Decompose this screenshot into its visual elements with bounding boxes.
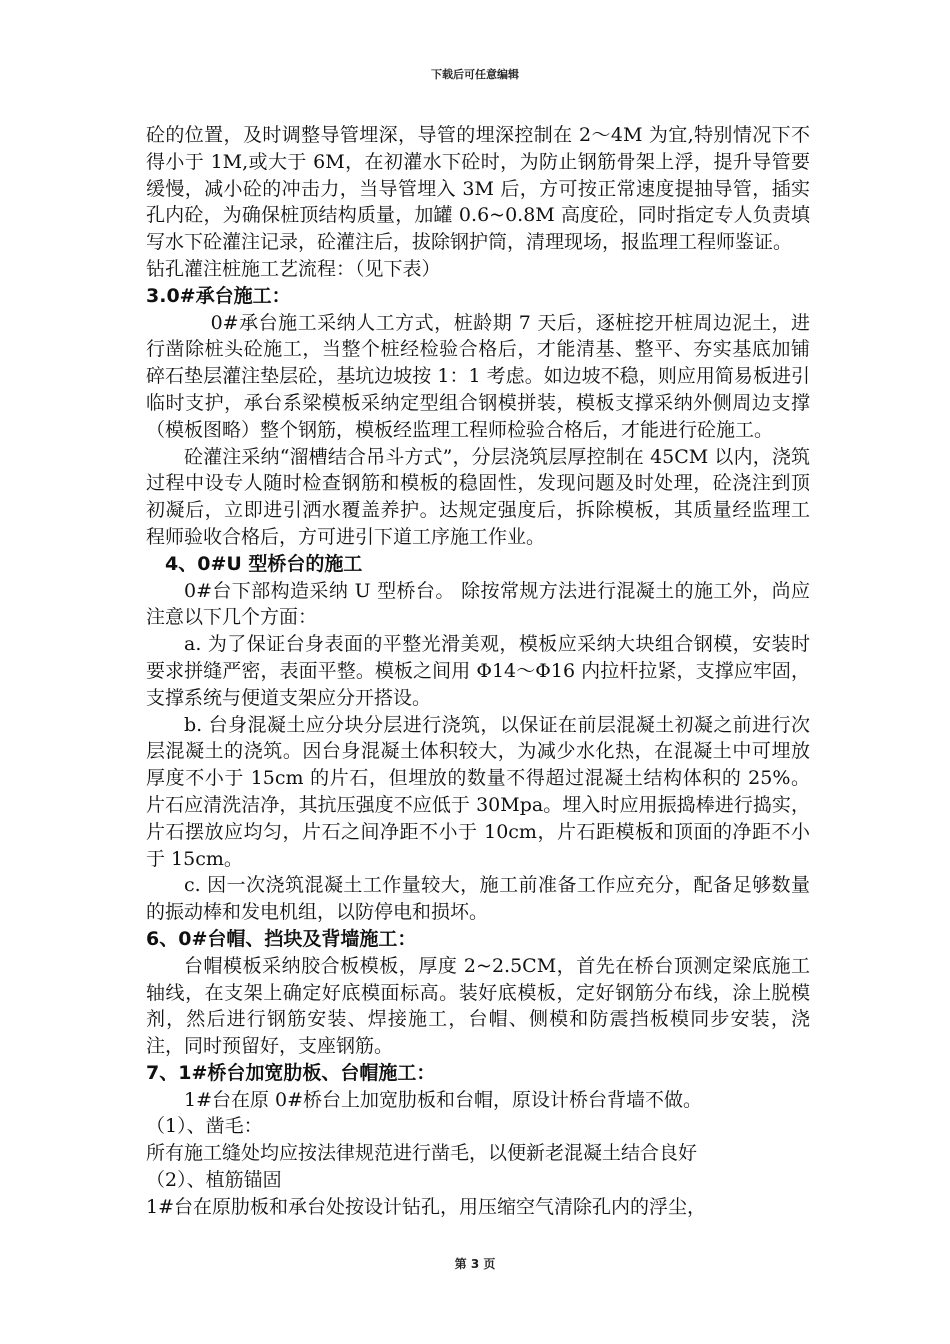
page-number: 第 3 页 — [454, 1257, 496, 1271]
paragraph: b. 台身混凝土应分块分层进行浇筑，以保证在前层混凝土初凝之前进行次层混凝土的浇筑。因台身混凝土体积较大，为减少水化热，在混凝土中可埋放厚度不小于 15cm 的片石，但埋放的数量不得超过混凝土结构体积的 25%。片石应清洗洁净，其抗压强度不应低于 30Mpa。埋入时应用振捣棒进行捣实，片石摆放应均匀，片石之间净距不小于 10cm，片石距模板和顶面的净距不小于 15cm。 — [146, 713, 810, 870]
paragraph: 0#台下部构造采纳 U 型桥台。 除按常规方法进行混凝土的施工外，尚应注意以下几个方面： — [146, 579, 810, 629]
page-header: 下载后可任意编辑 — [431, 68, 519, 81]
paragraph: 砼的位置，及时调整导管埋深，导管的埋深控制在 2～4M 为宜,特别情况下不得小于 1M,或大于 6M，在初灌水下砼时，为防止钢筋骨架上浮，提升导管要缓慢，减小砼的冲击力，当导管埋入 3M 后，方可按正常速度提抽导管，插实孔内砼，为确保桩顶结构质量，加罐 0.6~0.8M 高度砼，同时指定专人负责填写水下砼灌注记录，砼灌注后，拔除钢护筒，清理现场，报监理工程师鉴证。 — [146, 124, 810, 254]
paragraph: 1#台在原 0#桥台上加宽肋板和台帽，原设计桥台背墙不做。 — [184, 1088, 703, 1111]
section-heading: 4、0#U 型桥台的施工 — [165, 552, 363, 575]
paragraph: c. 因一次浇筑混凝土工作量较大，施工前准备工作应充分，配备足够数量的振动棒和发电机组，以防停电和损坏。 — [146, 874, 810, 924]
paragraph: 0#承台施工采纳人工方式，桩龄期 7 天后，逐桩挖开桩周边泥土，进行凿除桩头砼施工，当整个桩经检验合格后，才能清基、整平、夯实基底加铺碎石垫层灌注垫层砼，基坑边坡按 1：1 考虑。如边坡不稳，则应用简易板进引临时支护，承台系梁模板采纳定型组合钢模拼装，模板支撑采纳外侧周边支撑（模板图略）整个钢筋，模板经监理工程师检验合格后，才能进行砼施工。 — [146, 311, 810, 441]
paragraph: 钻孔灌注桩施工艺流程：（见下表） — [146, 257, 441, 280]
section-heading: 3.0#承台施工： — [146, 284, 291, 307]
subsection-label: （2）、植筋锚固 — [146, 1169, 282, 1192]
paragraph: 所有施工缝处均应按法律规范进行凿毛，以便新老混凝土结合良好 — [146, 1142, 698, 1165]
paragraph: a. 为了保证台身表面的平整光滑美观，模板应采纳大块组合钢模，安装时要求拼缝严密，表面平整。模板之间用 Φ14～Φ16 内拉杆拉紧，支撑应牢固，支撑系统与便道支架应分开搭设。 — [146, 633, 810, 709]
subsection-label: （1）、凿毛： — [146, 1115, 263, 1138]
paragraph: 1#台在原肋板和承台处按设计钻孔，用压缩空气清除孔内的浮尘， — [146, 1195, 707, 1218]
paragraph: 台帽模板采纳胶合板模板，厚度 2~2.5CM，首先在桥台顶测定梁底施工轴线，在支架上确定好底模面标高。装好底模板，定好钢筋分布线，涂上脱模剂，然后进行钢筋安装、焊接施工，台帽、侧模和防震挡板模同步安装，浇注，同时预留好，支座钢筋。 — [146, 954, 810, 1058]
document-body — [146, 122, 810, 1221]
section-heading: 7、1#桥台加宽肋板、台帽施工： — [146, 1061, 436, 1084]
paragraph: 砼灌注采纳“溜槽结合吊斗方式”，分层浇筑层厚控制在 45CM 以内，浇筑过程中设专人随时检查钢筋和模板的稳固性，发现问题及时处理，砼浇注到顶初凝后，立即进引洒水覆盖养护。达规定强度后，拆除模板，其质量经监理工程师验收合格后，方可进引下道工序施工作业。 — [146, 445, 810, 548]
section-heading: 6、0#台帽、挡块及背墙施工： — [146, 927, 417, 950]
